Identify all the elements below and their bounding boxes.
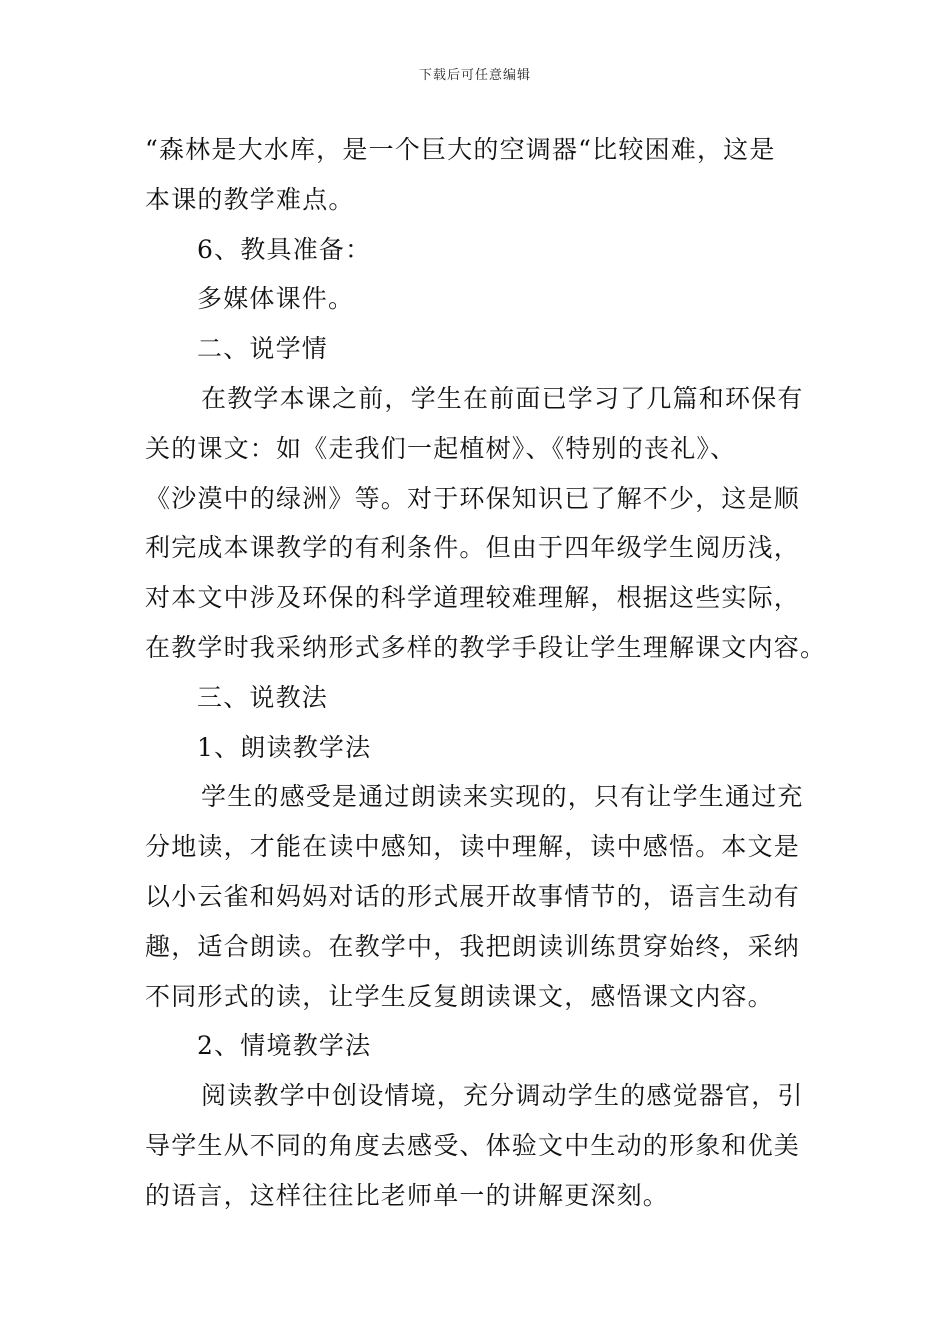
text-line: “森林是大水库，是一个巨大的空调器“比较困难，这是: [145, 135, 776, 164]
text-line: 在教学时我采纳形式多样的教学手段让学生理解课文内容。: [145, 632, 827, 662]
section-heading: 1、朗读教学法: [197, 732, 372, 762]
text-line: 趣，适合朗读。在教学中，我把朗读训练贯穿始终，采纳: [145, 931, 801, 961]
text-line: 《沙漠中的绿洲》等。对于环保知识已了解不少，这是顺: [145, 483, 801, 513]
section-heading: 6、教具准备：: [197, 234, 372, 264]
text-line: 不同形式的读，让学生反复朗读课文，感悟课文内容。: [145, 981, 774, 1011]
text-line: 学生的感受是通过朗读来实现的，只有让学生通过充: [201, 782, 804, 812]
text-line: 利完成本课教学的有利条件。但由于四年级学生阅历浅，: [145, 533, 801, 563]
page-header: 下载后可任意编辑: [418, 68, 531, 83]
text-line: 阅读教学中创设情境，充分调动学生的感觉器官，引: [201, 1081, 804, 1111]
section-heading: 二、说学情: [197, 334, 329, 364]
section-heading: 2、情境教学法: [197, 1031, 372, 1061]
text-line: 本课的教学难点。: [145, 184, 355, 214]
text-line: 的语言，这样往往比老师单一的讲解更深刻。: [145, 1180, 670, 1210]
text-line: 关的课文：如《走我们一起植树》、《特别的丧礼》、: [145, 433, 737, 463]
text-line: 多媒体课件。: [197, 284, 355, 314]
document-body: [145, 125, 827, 1221]
text-line: 在教学本课之前，学生在前面已学习了几篇和环保有: [201, 383, 804, 413]
section-heading: 三、说教法: [197, 682, 329, 712]
text-line: 对本文中涉及环保的科学道理较难理解，根据这些实际，: [145, 583, 801, 613]
text-line: 以小云雀和妈妈对话的形式展开故事情节的，语言生动有: [145, 881, 801, 911]
text-line: 分地读，才能在读中感知，读中理解，读中感悟。本文是: [145, 832, 801, 862]
text-line: 导学生从不同的角度去感受、体验文中生动的形象和优美: [145, 1130, 801, 1160]
